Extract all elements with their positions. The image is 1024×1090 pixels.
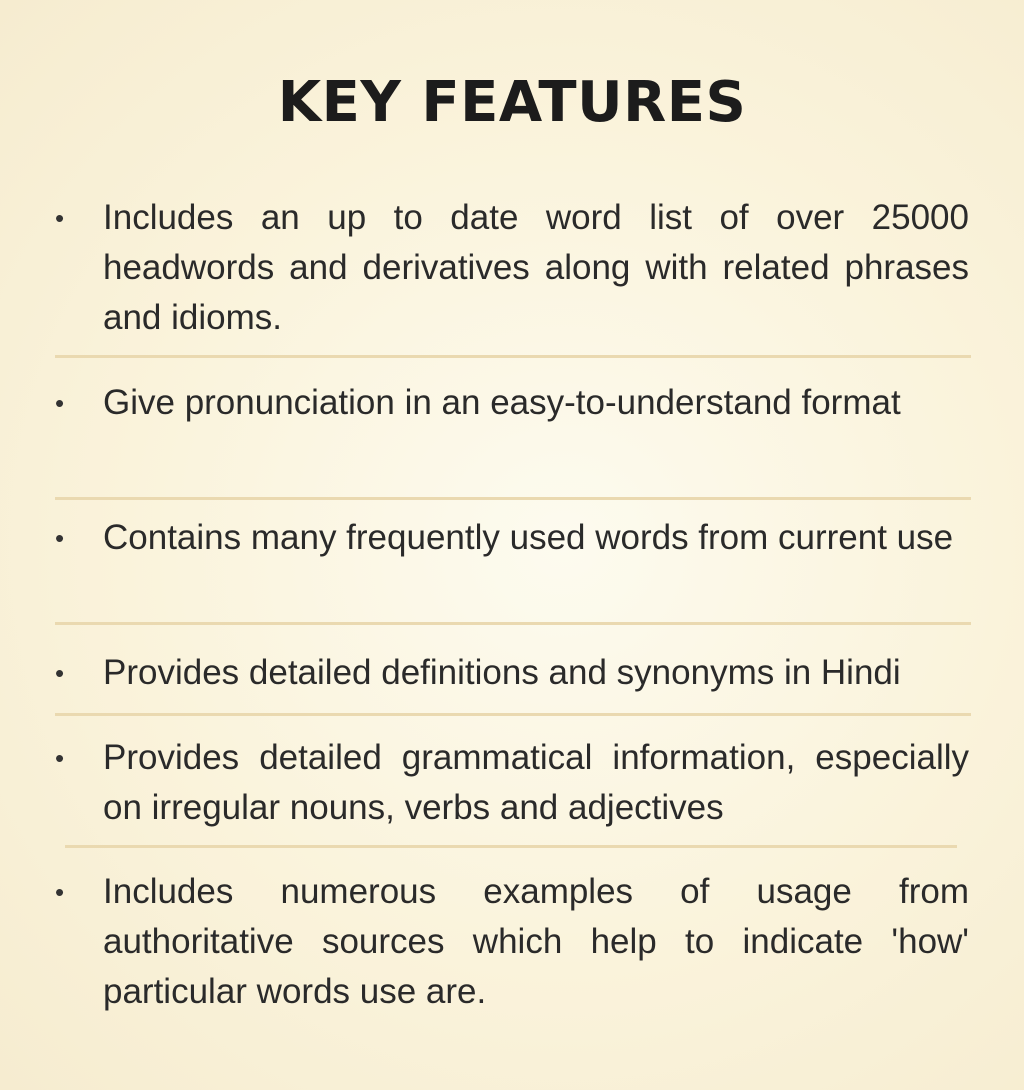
divider xyxy=(55,713,971,716)
divider xyxy=(55,497,971,500)
feature-text: Includes numerous examples of usage from authoritative sources which help to indicate 'how' particular words use are. xyxy=(103,872,969,1011)
page-title: KEY FEATURES xyxy=(277,70,747,135)
bullet-icon: • xyxy=(55,743,65,773)
divider xyxy=(55,355,971,358)
feature-text: Includes an up to date word list of over 25000 headwords and derivatives along with related phrases and idioms. xyxy=(103,198,969,337)
divider xyxy=(65,845,957,848)
bullet-icon: • xyxy=(55,877,65,907)
bullet-icon: • xyxy=(55,203,65,233)
bullet-icon: • xyxy=(55,388,65,418)
divider xyxy=(55,622,971,625)
feature-text: Provides detailed definitions and synonyms in Hindi xyxy=(103,653,901,692)
bullet-icon: • xyxy=(55,523,65,553)
bullet-icon: • xyxy=(55,658,65,688)
feature-text: Give pronunciation in an easy-to-understand format xyxy=(103,383,901,422)
feature-text: Provides detailed grammatical information, especially on irregular nouns, verbs and adjectives xyxy=(103,738,969,827)
feature-text: Contains many frequently used words from current use xyxy=(103,518,954,557)
